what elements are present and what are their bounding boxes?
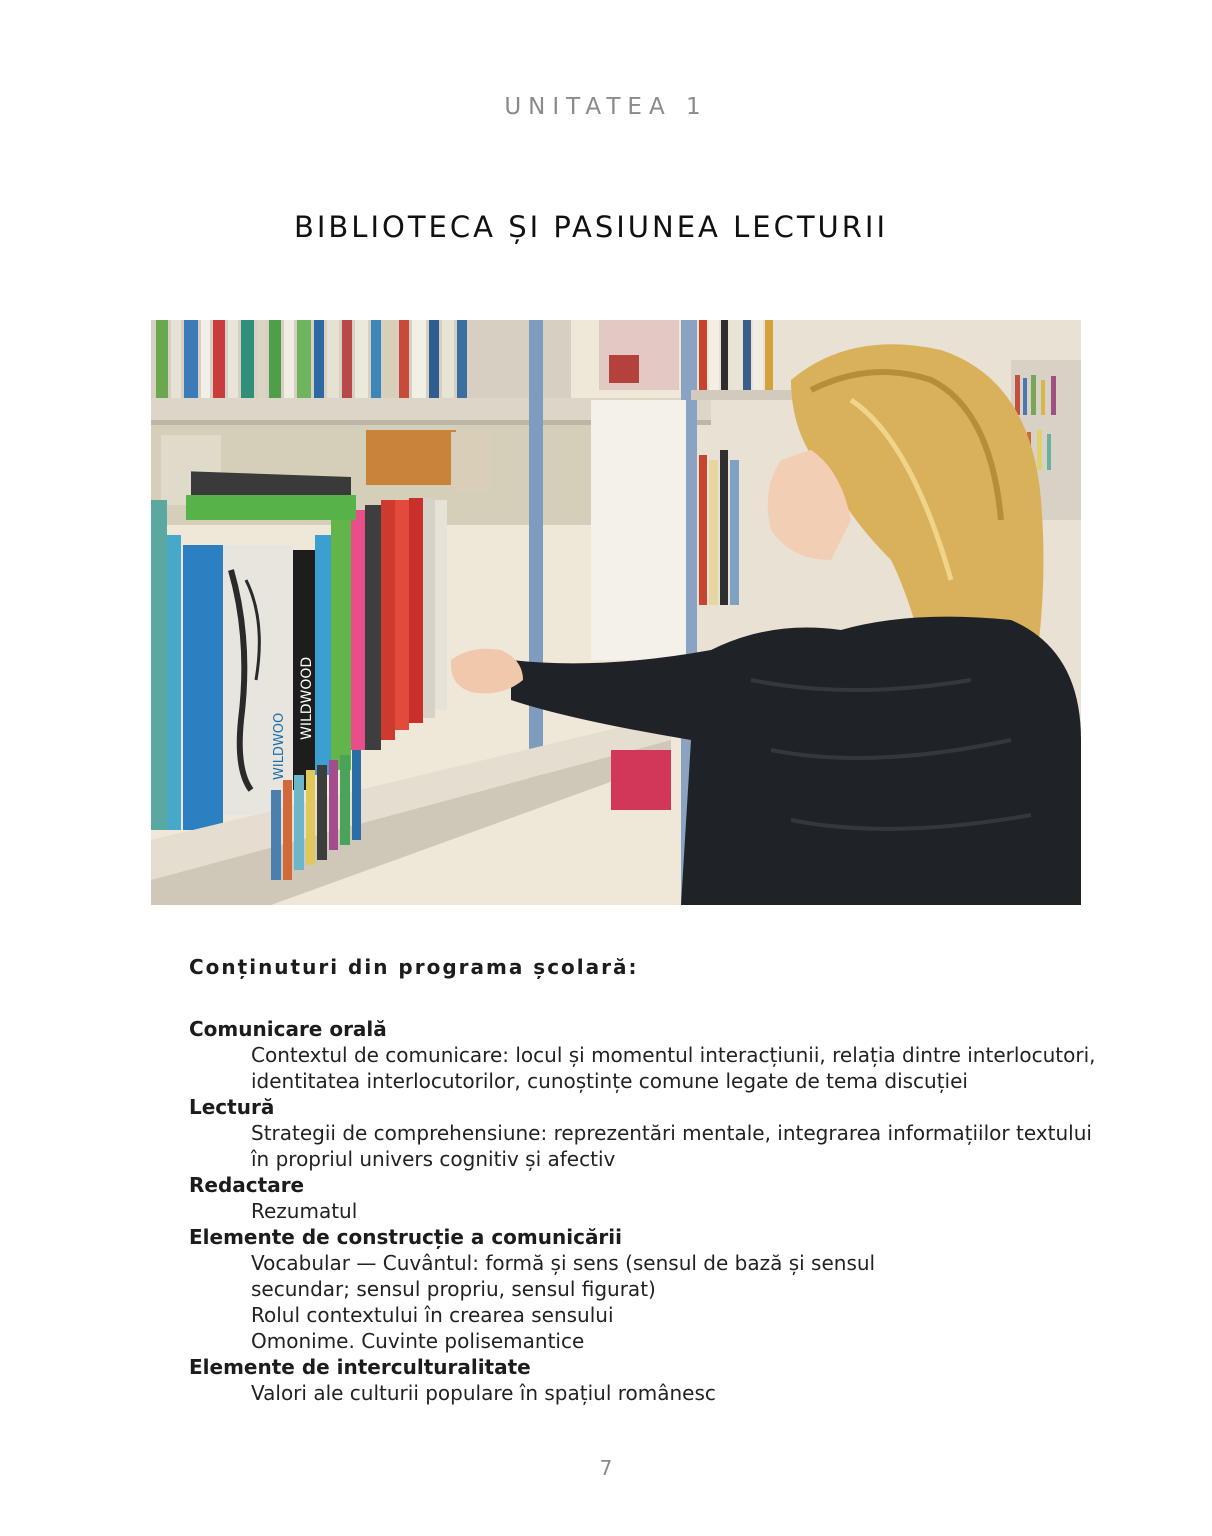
section-title: Comunicare orală (189, 1017, 387, 1041)
section-line: Valori ale culturii populare în spațiul românesc (251, 1381, 716, 1405)
book-spine-text: WILDWOOD (299, 656, 315, 740)
section-line: Rezumatul (251, 1199, 358, 1223)
section-line: Contextul de comunicare: locul și momentul interacțiunii, relația dintre interlocutori, (251, 1043, 1096, 1067)
curriculum-content (189, 955, 1139, 1406)
section-line: Omonime. Cuvinte polisemantice (251, 1329, 585, 1353)
section-line: secundar; sensul propriu, sensul figurat) (251, 1277, 656, 1301)
section-line: identitatea interlocutorilor, cunoștințe comune legate de tema discuției (251, 1069, 968, 1093)
section-title: Elemente de interculturalitate (189, 1355, 531, 1379)
section-title: Redactare (189, 1173, 305, 1197)
section-line: Vocabular — Cuvântul: formă și sens (sensul de bază și sensul (251, 1251, 876, 1275)
content-heading: Conținuturi din programa școlară: (189, 955, 639, 979)
book-spine-text: WILDWOO (272, 712, 287, 780)
section-line: în propriul univers cognitiv și afectiv (251, 1147, 616, 1171)
library-photo (151, 320, 1081, 905)
page-number: 7 (599, 1456, 613, 1480)
unit-label: UNITATEA 1 (504, 94, 708, 120)
section-line: Strategii de comprehensiune: reprezentări mentale, integrarea informațiilor textului (251, 1121, 1092, 1145)
section-line: Rolul contextului în crearea sensului (251, 1303, 614, 1327)
section-title: Lectură (189, 1095, 275, 1119)
section-title: Elemente de construcție a comunicării (189, 1225, 623, 1249)
page-title: BIBLIOTECA ȘI PASIUNEA LECTURII (293, 210, 889, 244)
